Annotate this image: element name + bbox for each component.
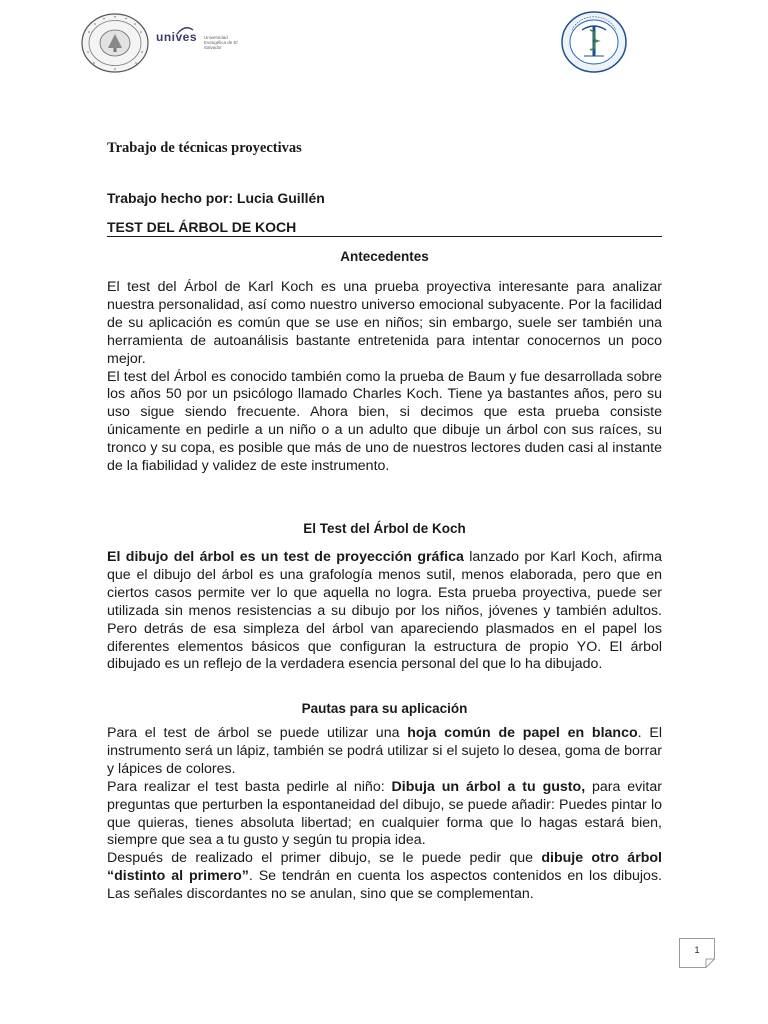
text-run: . Se tendrán en cuenta los aspectos contenidos en los dibujos. Las señales discordantes no se anulan, sino que se complementan. <box>107 868 662 903</box>
bold-run: hoja común de papel en blanco <box>407 725 638 741</box>
text-run: Para realizar el test basta pedirle al niño: <box>107 778 392 795</box>
paragraph: El test del Árbol es conocido también como la prueba de Baum y fue desarrollada sobre los años 50 por un psicólogo llamado Charles Koch. Tiene ya bastantes años, pero su uso sigue siendo frecuente. Ahora bien, si decimos que esta prueba consiste únicamente en pedirle a un niño o a un adulto que dibuje un árbol con sus raíces, su tronco y su copa, es posible que más de uno de nuestros lectores duden casi al instante de la fiabilidad y validez de este instrumento. <box>107 368 662 475</box>
page-number: 1 <box>694 945 700 955</box>
text-run: . El instrumento será un lápiz, también se podrá utilizar si el sujeto lo desea, goma de borrar y lápices de colores. <box>107 725 662 777</box>
brand-name: unives <box>156 30 198 44</box>
unives-brand-logo <box>156 24 246 60</box>
section-heading-test-koch: El Test del Árbol de Koch <box>303 521 466 536</box>
test-title: TEST DEL ÁRBOL DE KOCH <box>107 219 662 237</box>
faculty-seal-logo <box>560 10 628 74</box>
pautas-text <box>107 725 662 904</box>
paragraph <box>107 725 662 779</box>
text-run: Después de realizado el primer dibujo, se le puede pedir que <box>107 850 542 867</box>
section-heading-antecedentes: Antecedentes <box>340 249 429 264</box>
section-heading-pautas: Pautas para su aplicación <box>301 701 468 716</box>
text-run: para evitar preguntas que perturben la espontaneidad del dibujo, se puede añadir: Puedes pintar lo que quieras, tienes absoluta libertad; en cualquier forma que lo hagas estará bien, siempre que sea a tu gusto y según tu propia idea. <box>107 778 662 849</box>
page-number-box <box>679 938 715 968</box>
bold-run: Dibuja un árbol a tu gusto, <box>391 778 586 795</box>
paragraph: El test del Árbol de Karl Koch es una prueba proyectiva interesante para analizar nuestra personalidad, así como nuestro universo emocional subyacente. Por la facilidad de su aplicación es común que se use en niños; sin embargo, suele ser también una herramienta de autoanálisis bastante entretenida para intentar conocernos un poco mejor. <box>107 279 662 367</box>
antecedentes-text <box>107 279 662 476</box>
paragraph <box>107 549 662 674</box>
brand-subtitle: Universidad Evangélica de El Salvador <box>204 35 238 50</box>
author-line: Trabajo hecho por: Lucia Guillén <box>107 190 325 206</box>
paragraph-rest: lanzado por Karl Koch, afirma que el dibujo del árbol es una grafología menos sutil, menos elaborada, pero que en ciertos casos permite ver lo que aquella no logra. Esta prueba proyectiva, puede ser utilizada sin menos resistencias a su dibujo por los niños, jóvenes y también adultos. Pero detrás de esa simpleza del árbol van apareciendo plasmados en el papel los diferentes elementos básicos que configuran la estructura de propio YO. El árbol dibujado es un reflejo de la verdadera esencia personal del que lo ha dibujado. <box>107 549 662 673</box>
text-run: Para el test de árbol se puede utilizar una <box>107 725 408 741</box>
test-koch-text <box>107 549 662 674</box>
university-seal-logo <box>80 12 150 74</box>
paragraph <box>107 850 662 904</box>
assignment-title: Trabajo de técnicas proyectivas <box>107 140 302 156</box>
paragraph <box>107 779 662 851</box>
bold-run: dibuje otro árbol “distinto al primero” <box>107 850 662 885</box>
bold-lead: El dibujo del árbol es un test de proyección gráfica <box>107 549 464 565</box>
